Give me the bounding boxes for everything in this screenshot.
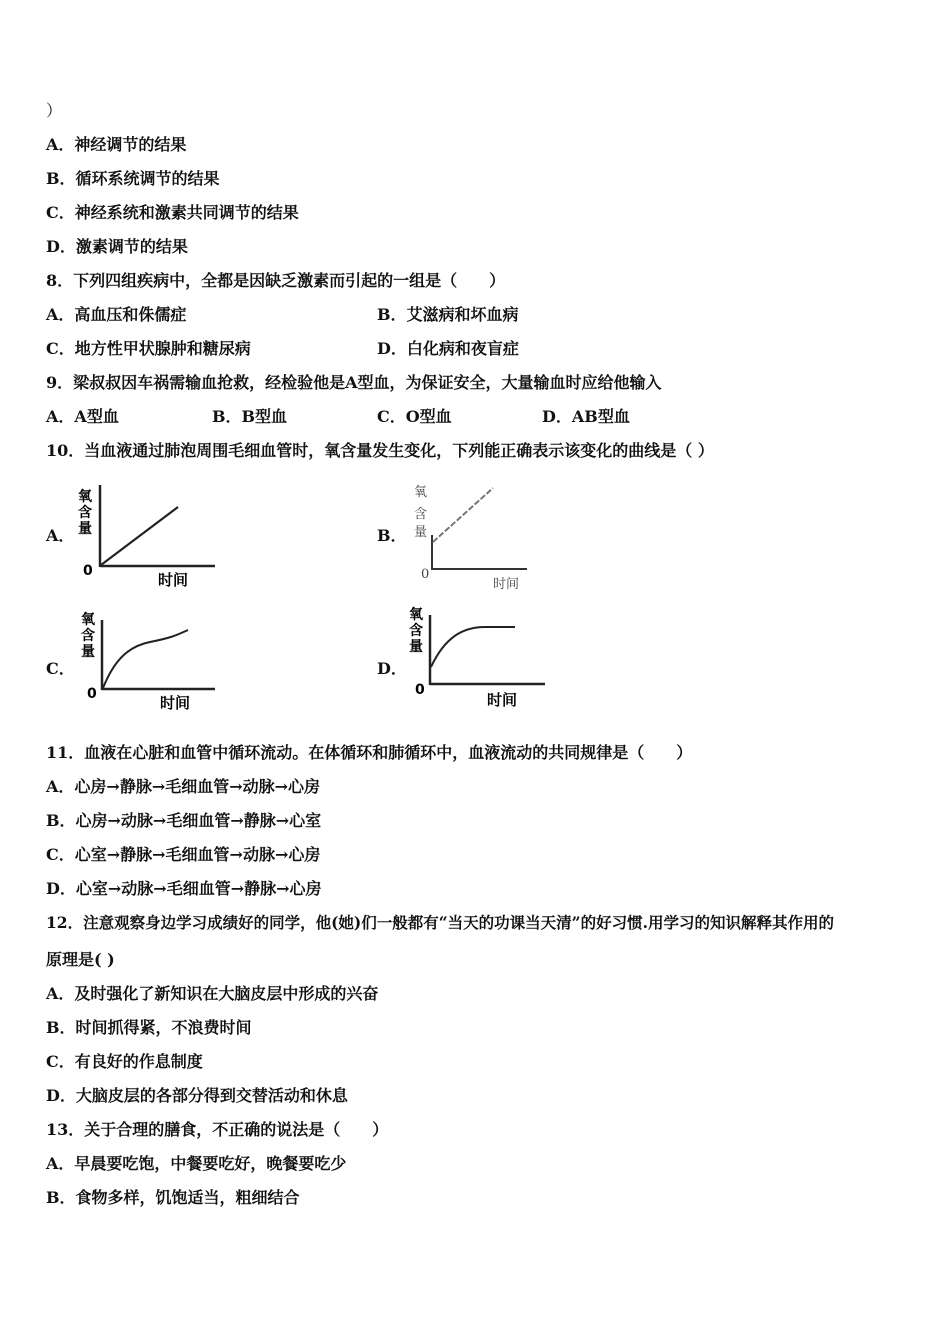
q10-label-c: C． bbox=[46, 659, 75, 678]
graph-a-ylabel-3: 量 bbox=[78, 521, 92, 537]
q12-option-d: D．大脑皮层的各部分得到交替活动和休息 bbox=[46, 1086, 348, 1105]
graph-a-origin: 0 bbox=[83, 563, 93, 579]
q10-label-a: A． bbox=[46, 526, 75, 545]
graph-b-ylabel-2: 含 bbox=[414, 507, 428, 522]
q10-graph-a bbox=[70, 485, 220, 595]
graph-c-ylabel-3: 量 bbox=[81, 644, 95, 660]
graph-c-xlabel: 时间 bbox=[160, 694, 191, 712]
graph-b-curve bbox=[433, 488, 493, 542]
graph-d-xlabel: 时间 bbox=[487, 691, 518, 709]
graph-b-ylabel-1: 氧 bbox=[414, 485, 428, 500]
q12-stem-line2: 原理是( ) bbox=[46, 950, 115, 969]
q7-option-d: D．激素调节的结果 bbox=[46, 237, 188, 256]
q12-option-c: C．有良好的作息制度 bbox=[46, 1052, 203, 1071]
q11-option-b: B．心房→动脉→毛细血管→静脉→心室 bbox=[46, 811, 322, 830]
q10-stem: 10．当血液通过肺泡周围毛细血管时，氧含量发生变化，下列能正确表示该变化的曲线是（ ） bbox=[46, 441, 714, 460]
q9-option-d: D．AB型血 bbox=[542, 407, 630, 426]
q10-label-d: D． bbox=[377, 659, 407, 678]
q9-option-c: C．O型血 bbox=[377, 407, 452, 426]
q8-option-d: D．白化病和夜盲症 bbox=[377, 339, 519, 358]
q10-graph-c bbox=[75, 610, 225, 715]
graph-c-origin: 0 bbox=[87, 686, 97, 702]
graph-d-ylabel-2: 含 bbox=[409, 623, 423, 639]
q11-option-a: A．心房→静脉→毛细血管→动脉→心房 bbox=[46, 777, 321, 796]
q12-option-b: B．时间抓得紧，不浪费时间 bbox=[46, 1018, 252, 1037]
q9-option-b: B．B型血 bbox=[212, 407, 288, 426]
graph-a-ylabel-1: 氧 bbox=[78, 489, 92, 505]
graph-c-ylabel-2: 含 bbox=[81, 628, 95, 644]
graph-c-curve bbox=[103, 630, 188, 688]
graph-c-ylabel-1: 氧 bbox=[81, 612, 95, 628]
graph-d-curve bbox=[431, 627, 515, 667]
q12-stem-line1: 12．注意观察身边学习成绩好的同学，他(她)们一般都有“当天的功课当天清”的好习惯.用学习的知识解释其作用的 bbox=[46, 913, 834, 932]
q8-stem: 8．下列四组疾病中，全都是因缺乏激素而引起的一组是（ ） bbox=[46, 271, 506, 290]
graph-b-origin: 0 bbox=[421, 567, 430, 582]
q7-tail: ） bbox=[46, 101, 63, 120]
graph-a-xlabel: 时间 bbox=[158, 571, 189, 589]
q11-option-d: D．心室→动脉→毛细血管→静脉→心房 bbox=[46, 879, 322, 898]
q13-option-a: A．早晨要吃饱，中餐要吃好，晚餐要吃少 bbox=[46, 1154, 347, 1173]
graph-a-curve bbox=[101, 507, 178, 565]
q11-option-c: C．心室→静脉→毛细血管→动脉→心房 bbox=[46, 845, 321, 864]
q9-stem: 9．梁叔叔因车祸需输血抢救，经检验他是A型血，为保证安全，大量输血时应给他输入 bbox=[46, 373, 662, 392]
q13-option-b: B．食物多样，饥饱适当，粗细结合 bbox=[46, 1188, 300, 1207]
graph-b-xlabel: 时间 bbox=[493, 577, 520, 592]
q10-graph-d bbox=[405, 605, 550, 713]
graph-b-ylabel-3: 量 bbox=[414, 525, 428, 540]
graph-d-ylabel-3: 量 bbox=[409, 639, 423, 655]
q9-option-a: A．A型血 bbox=[46, 407, 119, 426]
q10-graph-b bbox=[405, 480, 535, 595]
q13-stem: 13．关于合理的膳食，不正确的说法是（ ） bbox=[46, 1120, 389, 1139]
q7-option-c: C．神经系统和激素共同调节的结果 bbox=[46, 203, 299, 222]
q12-option-a: A．及时强化了新知识在大脑皮层中形成的兴奋 bbox=[46, 984, 379, 1003]
graph-a-ylabel-2: 含 bbox=[78, 505, 92, 521]
q7-option-a: A．神经调节的结果 bbox=[46, 135, 187, 154]
graph-d-ylabel-1: 氧 bbox=[409, 607, 423, 623]
q7-option-b: B．循环系统调节的结果 bbox=[46, 169, 220, 188]
graph-d-origin: 0 bbox=[415, 682, 425, 698]
q8-option-a: A．高血压和侏儒症 bbox=[46, 305, 187, 324]
q10-label-b: B． bbox=[377, 526, 407, 545]
q8-option-c: C．地方性甲状腺肿和糖尿病 bbox=[46, 339, 251, 358]
q8-option-b: B．艾滋病和坏血病 bbox=[377, 305, 519, 324]
q11-stem: 11．血液在心脏和血管中循环流动。在体循环和肺循环中，血液流动的共同规律是（ ） bbox=[46, 743, 693, 762]
